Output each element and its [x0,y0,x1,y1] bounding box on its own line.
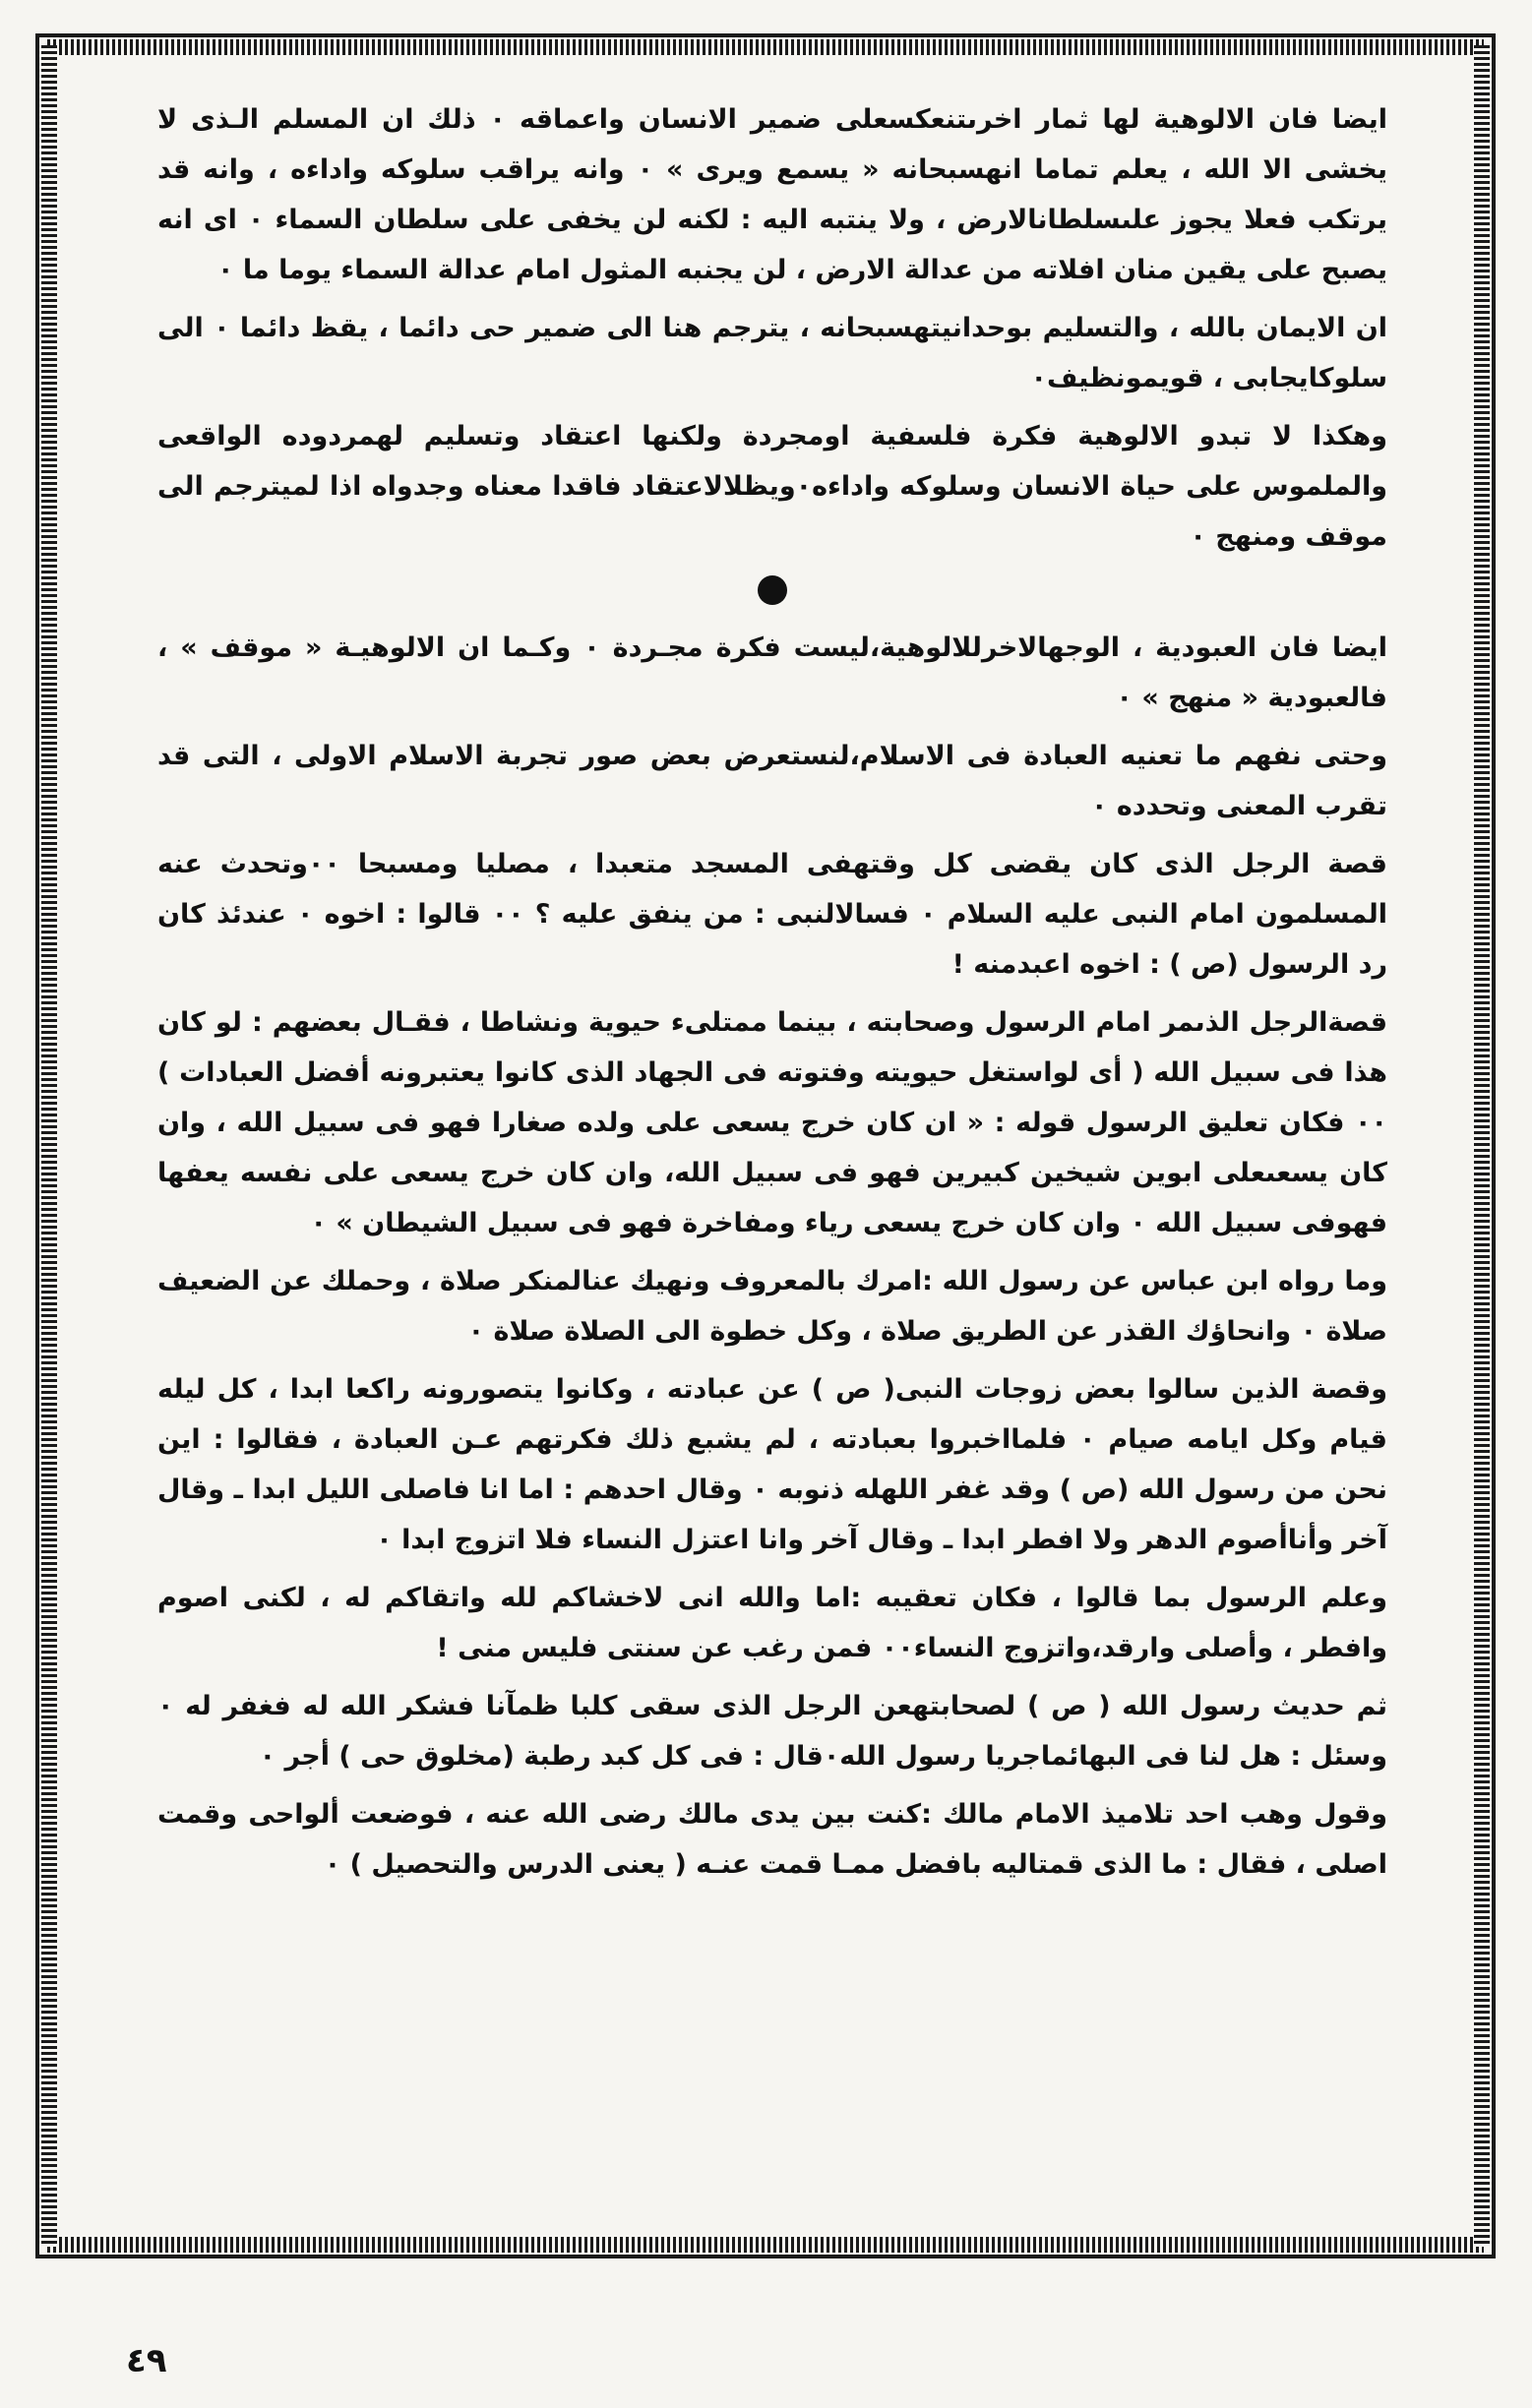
section-divider-dot [758,575,787,605]
paragraph: وقول وهب احد تلاميذ الامام مالك :كنت بين يدى مالك رضى الله عنه ، فوضعت ألواحى وقمت اصلى ، فقال : ما الذى قمتاليه بافضل ممـا قمت عنـه ( يعنى الدرس والتحصيل ) ٠ [157,1799,1387,1880]
paragraph: قصة الرجل الذى كان يقضى كل وقتهفى المسجد متعبدا ، مصليا ومسبحا ٠٠وتحدث عنه المسلمون امام النبى عليه السلام ٠ فسالالنبى : من ينفق عليه ؟ ٠٠ قالوا : اخوه ٠ عندئذ كان رد الرسول (ص ) : اخوه اعبدمنه ! [157,849,1387,980]
paragraph: ان الايمان بالله ، والتسليم بوحدانيتهسبحانه ، يترجم هنا الى ضمير حى دائما ، يقظ دائما ٠ الى سلوكايجابى ، قويمونظيف٠ [157,313,1388,393]
paragraph: قصةالرجل الذىمر امام الرسول وصحابته ، بينما ممتلىء حيوية ونشاطا ، فقـال بعضهم : لو كان هذا فى سبيل الله ( أى لواستغل حيويته وفتوته فى الجهاد الذى كانوا يعتبرونه أفضل العبادات ) ٠٠ فكان تعليق الرسول قوله : « ان كان خرج يسعى على ولده صغارا فهو فى سبيل الله ، وان كان يسعىعلى ابوين شيخين كبيرين فهو فى سبيل الله، وان كان خرج يسعى على نفسه يعفها فهوفى سبيل الله ٠ وان كان خرج يسعى رياء ومفاخرة فهو فى سبيل الشيطان » ٠ [157,1007,1387,1238]
paragraph: وعلم الرسول بما قالوا ، فكان تعقيبه :اما والله انى لاخشاكم لله واتقاكم له ، لكنى اصوم وافطر ، وأصلى وارقد،واتزوج النساء٠٠ فمن رغب عن سنتى فليس منى ! [157,1583,1387,1663]
paragraph: ايضا فان الالوهية لها ثمار اخرىتنعكسعلى ضمير الانسان واعماقه ٠ ذلك ان المسلم الـذى لا يخشى الا الله ، يعلم تماما انهسبحانه « يسمع ويرى » ٠ وانه يراقب سلوكه واداءه ، وانه قد يرتكب فعلا يجوز علىسلطانالارض ، ولا ينتبه اليه : لكنه لن يخفى على سلطان السماء ٠ اى انه يصبح على يقين منان افلاته من عدالة الارض ، لن يجنبه المثول امام عدالة السماء يوما ما ٠ [157,104,1387,285]
border-band-right [1474,45,1490,2247]
paragraph: وما رواه ابن عباس عن رسول الله :امرك بالمعروف ونهيك عنالمنكر صلاة ، وحملك عن الضعيف صلاة ٠ وانحاؤك القذر عن الطريق صلاة ، وكل خطوة الى الصلاة صلاة ٠ [157,1266,1387,1347]
paragraph: وهكذا لا تبدو الالوهية فكرة فلسفية اومجردة ولكنها اعتقاد وتسليم لهمردوده الواقعى والملموس على حياة الانسان وسلوكه واداءه٠ويظلالاعتقاد فاقدا معناه وجدواه اذا لميترجم الى موقف ومنهج ٠ [157,421,1387,552]
border-band-top [47,39,1484,55]
border-band-left [41,45,57,2247]
paragraph: وقصة الذين سالوا بعض زوجات النبى( ص ) عن عبادته ، وكانوا يتصورونه راكعا ابدا ، كل ليله قيام وكل ايامه صيام ٠ فلمااخبروا بعبادته ، لم يشبع ذلك فكرتهم عـن العبادة ، فقالوا : اين نحن من رسول الله (ص ) وقد غفر اللهله ذنوبه ٠ وقال احدهم : اما انا فاصلى الليل ابدا ـ وقال آخر وأناأصوم الدهر ولا افطر ابدا ـ وقال آخر وانا اعتزل النساء فلا اتزوج ابدا ٠ [157,1374,1388,1555]
paragraph: ايضا فان العبودية ، الوجهالاخرللالوهية،ليست فكرة مجـردة ٠ وكـما ان الالوهيـة « موقف » ، فالعبودية « منهج » ٠ [157,632,1387,713]
paragraph: وحتى نفهم ما تعنيه العبادة فى الاسلام،لنستعرض بعض صور تجربة الاسلام الاولى ، التى قد تقرب المعنى وتحدده ٠ [157,741,1387,821]
paragraph: ثم حديث رسول الله ( ص ) لصحابتهعن الرجل الذى سقى كلبا ظمآنا فشكر الله له فغفر له ٠ وسئل : هل لنا فى البهائماجريا رسول الله٠قال : فى كل كبد رطبة (مخلوق حى ) أجر ٠ [157,1691,1387,1772]
page-number: ٤٩ [126,2341,167,2380]
border-band-bottom [47,2237,1484,2253]
page-body [157,94,1387,1897]
